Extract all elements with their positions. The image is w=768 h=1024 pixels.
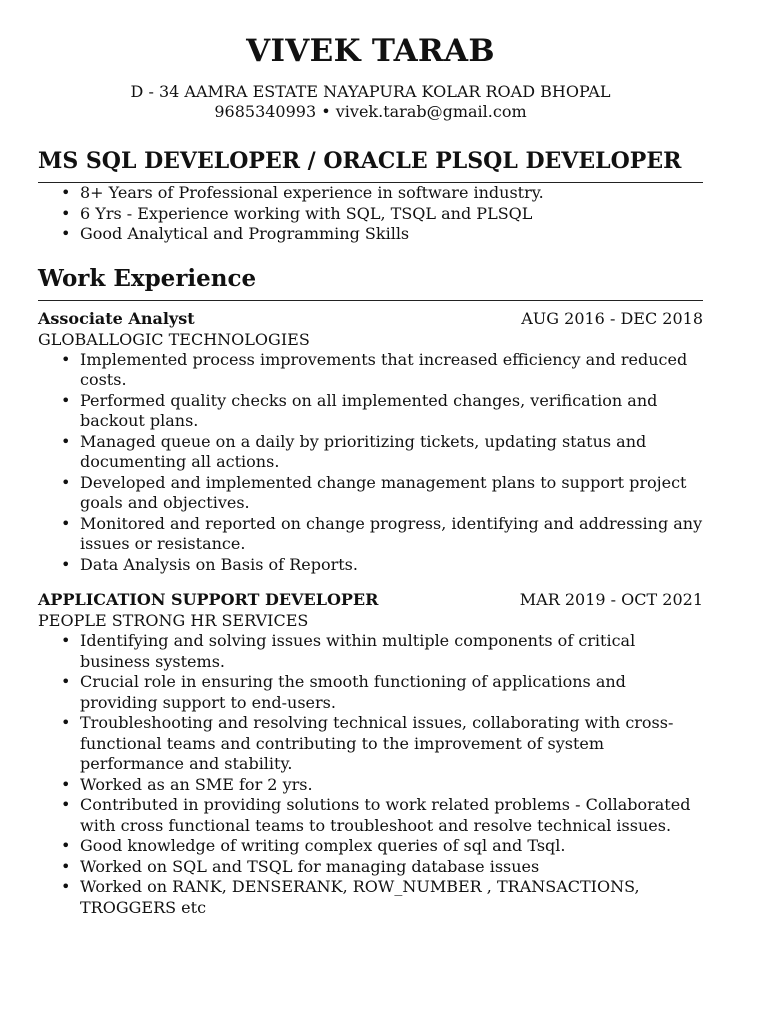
work-experience-heading: Work Experience: [38, 264, 257, 292]
responsibility-item: • Data Analysis on Basis of Reports.: [80, 555, 703, 576]
work-experience-divider: [38, 300, 703, 301]
summary-list: [38, 183, 703, 245]
responsibility-item: • Implemented process improvements that increased efficiency and reduced costs.: [80, 350, 703, 391]
phone-email-line: 9685340993 • vivek.tarab@gmail.com: [214, 102, 527, 121]
job-header: [38, 589, 703, 610]
job-entry: [38, 308, 703, 576]
address-line: D - 34 AAMRA ESTATE NAYAPURA KOLAR ROAD BHOPAL: [130, 82, 611, 101]
job-dates: AUG 2016 - DEC 2018: [521, 308, 703, 328]
summary-item: • 6 Yrs - Experience working with SQL, TSQL and PLSQL: [80, 204, 703, 225]
job-title: Associate Analyst: [38, 308, 195, 328]
responsibility-item: • Crucial role in ensuring the smooth functioning of applications and providing support to end-users.: [80, 672, 703, 713]
responsibility-item: • Contributed in providing solutions to work related problems - Collaborated with cross functional teams to troubleshoot and resolve technical issues.: [80, 795, 703, 836]
responsibility-item: • Identifying and solving issues within multiple components of critical business systems.: [80, 631, 703, 672]
professional-headline: MS SQL DEVELOPER / ORACLE PLSQL DEVELOPER: [38, 148, 682, 174]
job-responsibilities: [38, 350, 703, 576]
responsibility-item: • Worked on RANK, DENSERANK, ROW_NUMBER , TRANSACTIONS, TROGGERS etc: [80, 877, 703, 918]
summary-item: • 8+ Years of Professional experience in software industry.: [80, 183, 703, 204]
responsibility-item: • Monitored and reported on change progress, identifying and addressing any issues or resistance.: [80, 514, 703, 555]
job-dates: MAR 2019 - OCT 2021: [519, 590, 703, 609]
candidate-name: VIVEK TARAB: [246, 33, 495, 69]
responsibility-item: • Worked on SQL and TSQL for managing database issues: [80, 857, 703, 878]
contact-block: [38, 82, 703, 122]
responsibility-item: • Worked as an SME for 2 yrs.: [80, 775, 703, 796]
responsibility-item: • Developed and implemented change management plans to support project goals and objectives.: [80, 473, 703, 514]
job-responsibilities: [38, 631, 703, 918]
summary-item: • Good Analytical and Programming Skills: [80, 224, 703, 245]
responsibility-item: • Troubleshooting and resolving technical issues, collaborating with cross-functional teams and contributing to the improvement of system performance and stability.: [80, 713, 703, 775]
job-entry: [38, 589, 703, 918]
job-company: PEOPLE STRONG HR SERVICES: [38, 611, 309, 630]
responsibility-item: • Good knowledge of writing complex queries of sql and Tsql.: [80, 836, 703, 857]
job-title: APPLICATION SUPPORT DEVELOPER: [38, 590, 379, 609]
responsibility-item: • Performed quality checks on all implemented changes, verification and backout plans.: [80, 391, 703, 432]
responsibility-item: • Managed queue on a daily by prioritizing tickets, updating status and documenting all actions.: [80, 432, 703, 473]
job-header: [38, 308, 703, 329]
job-company: GLOBALLOGIC TECHNOLOGIES: [38, 329, 310, 349]
